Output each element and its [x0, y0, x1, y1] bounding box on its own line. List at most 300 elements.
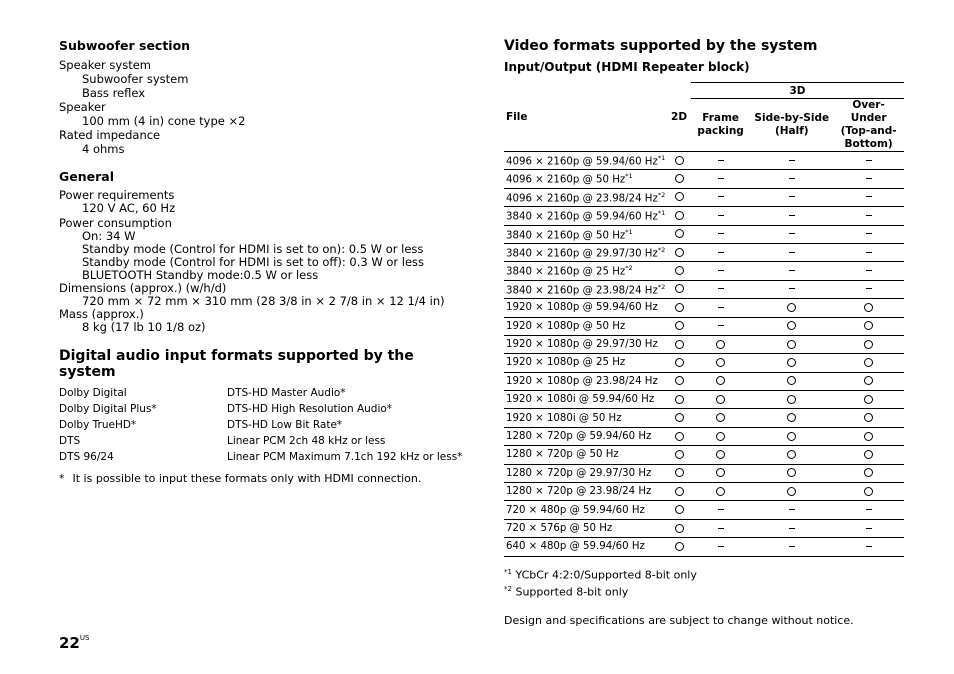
file-text: 1280 × 720p @ 23.98/24 Hz	[506, 486, 652, 498]
supported-circle-icon	[864, 450, 873, 459]
note-mark: *	[59, 472, 65, 485]
file-text: 4096 × 2160p @ 59.94/60 Hz	[506, 156, 658, 168]
note-text: It is possible to input these formats only with HDMI connection.	[72, 472, 422, 485]
support-cell	[750, 152, 833, 170]
power-req-label: Power requirements	[59, 188, 175, 202]
support-cell	[833, 372, 904, 390]
table-row	[504, 446, 904, 464]
video-footnotes	[504, 565, 904, 600]
unsupported-dash-icon	[718, 270, 724, 271]
support-cell	[833, 391, 904, 409]
subwoofer-heading: Subwoofer section	[59, 38, 191, 53]
support-cell	[667, 299, 691, 317]
unsupported-dash-icon	[789, 215, 795, 216]
unsupported-dash-icon	[866, 196, 872, 197]
supported-circle-icon	[675, 303, 684, 312]
support-cell	[833, 280, 904, 298]
right-column	[504, 38, 904, 627]
file-cell	[504, 207, 667, 225]
format-cell: Linear PCM Maximum 7.1ch 192 kHz or less*	[227, 451, 463, 463]
table-row	[504, 207, 904, 225]
support-cell	[833, 427, 904, 445]
support-cell	[833, 299, 904, 317]
supported-circle-icon	[864, 376, 873, 385]
support-cell	[667, 152, 691, 170]
file-cell	[504, 464, 667, 482]
supported-circle-icon	[675, 376, 684, 385]
unsupported-dash-icon	[718, 509, 724, 510]
supported-circle-icon	[864, 395, 873, 404]
support-cell	[833, 409, 904, 427]
support-cell	[833, 207, 904, 225]
impedance-value: 4 ohms	[82, 142, 125, 156]
file-text: 1920 × 1080i @ 50 Hz	[506, 412, 622, 424]
support-cell	[750, 501, 833, 519]
support-cell	[691, 188, 750, 206]
unsupported-dash-icon	[718, 528, 724, 529]
support-cell	[833, 262, 904, 280]
file-text: 4096 × 2160p @ 23.98/24 Hz	[506, 193, 658, 205]
supported-circle-icon	[787, 321, 796, 330]
table-row	[504, 483, 904, 501]
supported-circle-icon	[675, 229, 684, 238]
format-cell: DTS-HD Low Bit Rate*	[227, 419, 343, 431]
file-cell	[504, 262, 667, 280]
footnote-ref: *1	[657, 209, 666, 218]
unsupported-dash-icon	[718, 178, 724, 179]
subwoofer-specs	[59, 58, 469, 156]
table-row	[504, 427, 904, 445]
support-cell	[667, 519, 691, 537]
unsupported-dash-icon	[789, 196, 795, 197]
file-text: 4096 × 2160p @ 50 Hz	[506, 174, 626, 186]
unsupported-dash-icon	[789, 528, 795, 529]
unsupported-dash-icon	[718, 325, 724, 326]
table-row	[504, 243, 904, 261]
support-cell	[750, 207, 833, 225]
file-cell	[504, 483, 667, 501]
unsupported-dash-icon	[789, 288, 795, 289]
table-row	[504, 317, 904, 335]
support-cell	[750, 280, 833, 298]
table-row	[504, 391, 904, 409]
support-cell	[833, 225, 904, 243]
table-row	[504, 280, 904, 298]
table-header-row	[504, 83, 904, 99]
footnote-1	[504, 565, 904, 583]
table-row	[504, 152, 904, 170]
supported-circle-icon	[787, 468, 796, 477]
unsupported-dash-icon	[789, 178, 795, 179]
unsupported-dash-icon	[866, 160, 872, 161]
support-cell	[750, 335, 833, 353]
dimensions-label: Dimensions (approx.) (w/h/d)	[59, 281, 227, 295]
supported-circle-icon	[675, 192, 684, 201]
file-text: 3840 × 2160p @ 29.97/30 Hz	[506, 248, 658, 260]
table-row	[504, 519, 904, 537]
speaker-system-label: Speaker system	[59, 58, 152, 72]
file-cell	[504, 317, 667, 335]
format-cell: Dolby Digital Plus*	[59, 403, 157, 415]
unsupported-dash-icon	[718, 288, 724, 289]
support-cell	[833, 483, 904, 501]
file-cell	[504, 188, 667, 206]
support-cell	[750, 464, 833, 482]
support-cell	[691, 501, 750, 519]
support-cell	[750, 538, 833, 556]
support-cell	[691, 391, 750, 409]
support-cell	[667, 464, 691, 482]
col-over-header: Over-Under (Top-and-Bottom)	[833, 99, 904, 152]
support-cell	[691, 152, 750, 170]
format-cell: DTS	[59, 435, 81, 447]
dimensions-value: 720 mm × 72 mm × 310 mm (28 3/8 in × 2 7/8 in × 12 1/4 in)	[82, 294, 445, 308]
footnote-ref: *1	[625, 172, 633, 181]
page-number-suffix: US	[79, 634, 90, 642]
table-row	[504, 335, 904, 353]
unsupported-dash-icon	[789, 546, 795, 547]
support-cell	[750, 299, 833, 317]
supported-circle-icon	[787, 340, 796, 349]
support-cell	[667, 372, 691, 390]
file-text: 720 × 576p @ 50 Hz	[506, 523, 613, 534]
support-cell	[667, 262, 691, 280]
file-cell	[504, 299, 667, 317]
file-cell	[504, 225, 667, 243]
supported-circle-icon	[864, 487, 873, 496]
unsupported-dash-icon	[866, 270, 872, 271]
design-note: Design and specifications are subject to change without notice.	[504, 613, 854, 627]
video-format-table	[504, 82, 904, 557]
unsupported-dash-icon	[866, 509, 872, 510]
supported-circle-icon	[787, 432, 796, 441]
supported-circle-icon	[675, 395, 684, 404]
supported-circle-icon	[675, 156, 684, 165]
format-cell: DTS 96/24	[59, 451, 114, 463]
unsupported-dash-icon	[718, 233, 724, 234]
support-cell	[833, 188, 904, 206]
support-cell	[691, 446, 750, 464]
supported-circle-icon	[675, 321, 684, 330]
file-cell	[504, 280, 667, 298]
supported-circle-icon	[675, 266, 684, 275]
col-file-header: File	[504, 83, 667, 152]
support-cell	[833, 317, 904, 335]
footnote-ref: *1	[657, 154, 666, 162]
support-cell	[691, 538, 750, 556]
supported-circle-icon	[716, 487, 725, 496]
supported-circle-icon	[716, 395, 725, 404]
support-cell	[691, 299, 750, 317]
unsupported-dash-icon	[789, 160, 795, 161]
supported-circle-icon	[675, 174, 684, 183]
col-2d-header: 2D	[667, 83, 691, 152]
supported-circle-icon	[787, 303, 796, 312]
support-cell	[750, 519, 833, 537]
file-cell	[504, 409, 667, 427]
speaker-system-value-1: Subwoofer system	[82, 72, 189, 86]
table-row	[504, 170, 904, 188]
unsupported-dash-icon	[718, 546, 724, 547]
supported-circle-icon	[675, 413, 684, 422]
supported-circle-icon	[864, 468, 873, 477]
file-cell	[504, 519, 667, 537]
support-cell	[667, 188, 691, 206]
table-row	[504, 409, 904, 427]
footnote-text: YCbCr 4:2:0/Supported 8-bit only	[515, 568, 697, 582]
supported-circle-icon	[675, 211, 684, 220]
supported-circle-icon	[675, 468, 684, 477]
file-cell	[504, 170, 667, 188]
col-side-header: Side-by-Side (Half)	[750, 99, 833, 152]
table-row	[504, 354, 904, 372]
support-cell	[667, 243, 691, 261]
support-cell	[667, 446, 691, 464]
unsupported-dash-icon	[866, 546, 872, 547]
file-text: 3840 × 2160p @ 25 Hz	[506, 266, 626, 278]
supported-circle-icon	[675, 340, 684, 349]
speaker-system-value-2: Bass reflex	[82, 86, 146, 100]
support-cell	[691, 464, 750, 482]
file-text: 1920 × 1080p @ 50 Hz	[506, 320, 626, 332]
support-cell	[691, 354, 750, 372]
support-cell	[667, 427, 691, 445]
footnote-mark: *2	[504, 585, 512, 594]
mass-label: Mass (approx.)	[59, 307, 144, 321]
support-cell	[691, 519, 750, 537]
power-cons-value-3: Standby mode (Control for HDMI is set to off): 0.3 W or less	[82, 255, 425, 269]
supported-circle-icon	[675, 487, 684, 496]
file-text: 3840 × 2160p @ 50 Hz	[506, 229, 626, 241]
supported-circle-icon	[787, 358, 796, 367]
footnote-ref: *2	[657, 190, 666, 199]
file-text: 1280 × 720p @ 59.94/60 Hz	[506, 431, 652, 443]
file-text: 3840 × 2160p @ 59.94/60 Hz	[506, 211, 658, 223]
support-cell	[667, 225, 691, 243]
unsupported-dash-icon	[789, 270, 795, 271]
left-column	[59, 38, 469, 485]
file-cell	[504, 152, 667, 170]
file-cell	[504, 427, 667, 445]
file-text: 1920 × 1080i @ 59.94/60 Hz	[506, 394, 655, 406]
support-cell	[667, 538, 691, 556]
table-row	[504, 225, 904, 243]
file-cell	[504, 446, 667, 464]
power-cons-value-2: Standby mode (Control for HDMI is set to on): 0.5 W or less	[82, 242, 424, 256]
supported-circle-icon	[675, 542, 684, 551]
support-cell	[833, 538, 904, 556]
file-cell	[504, 335, 667, 353]
table-body	[504, 152, 904, 557]
supported-circle-icon	[787, 376, 796, 385]
supported-circle-icon	[716, 450, 725, 459]
speaker-label: Speaker	[59, 100, 106, 114]
supported-circle-icon	[675, 505, 684, 514]
unsupported-dash-icon	[866, 288, 872, 289]
supported-circle-icon	[864, 432, 873, 441]
unsupported-dash-icon	[718, 196, 724, 197]
supported-circle-icon	[864, 340, 873, 349]
file-text: 720 × 480p @ 59.94/60 Hz	[506, 504, 645, 516]
file-text: 1280 × 720p @ 50 Hz	[506, 449, 619, 461]
general-specs	[59, 189, 469, 334]
support-cell	[833, 446, 904, 464]
unsupported-dash-icon	[789, 233, 795, 234]
file-cell	[504, 243, 667, 261]
support-cell	[691, 225, 750, 243]
supported-circle-icon	[675, 284, 684, 293]
page-number	[59, 634, 89, 652]
supported-circle-icon	[787, 450, 796, 459]
unsupported-dash-icon	[718, 252, 724, 253]
support-cell	[750, 317, 833, 335]
speaker-value: 100 mm (4 in) cone type ×2	[82, 114, 246, 128]
supported-circle-icon	[716, 376, 725, 385]
format-cell: Dolby TrueHD*	[59, 419, 137, 431]
file-text: 1920 × 1080p @ 23.98/24 Hz	[506, 375, 658, 387]
supported-circle-icon	[787, 413, 796, 422]
support-cell	[667, 483, 691, 501]
support-cell	[691, 335, 750, 353]
support-cell	[691, 372, 750, 390]
table-row	[504, 299, 904, 317]
support-cell	[833, 243, 904, 261]
video-heading: Video formats supported by the system	[504, 38, 818, 54]
file-text: 3840 × 2160p @ 23.98/24 Hz	[506, 285, 658, 297]
supported-circle-icon	[716, 468, 725, 477]
unsupported-dash-icon	[866, 528, 872, 529]
footnote-ref: *2	[657, 245, 666, 254]
table-row	[504, 262, 904, 280]
format-cell: DTS-HD Master Audio*	[227, 387, 346, 399]
supported-circle-icon	[864, 413, 873, 422]
unsupported-dash-icon	[866, 252, 872, 253]
footnote-ref: *2	[625, 264, 633, 273]
support-cell	[750, 391, 833, 409]
support-cell	[667, 317, 691, 335]
file-cell	[504, 538, 667, 556]
file-cell	[504, 354, 667, 372]
digital-heading: Digital audio input formats supported by the system	[59, 348, 414, 380]
supported-circle-icon	[787, 487, 796, 496]
digital-note	[59, 472, 469, 485]
supported-circle-icon	[716, 432, 725, 441]
support-cell	[750, 170, 833, 188]
video-subheading: Input/Output (HDMI Repeater block)	[504, 60, 750, 74]
support-cell	[750, 446, 833, 464]
support-cell	[833, 152, 904, 170]
file-text: 640 × 480p @ 59.94/60 Hz	[506, 541, 645, 553]
footnote-ref: *2	[657, 282, 666, 291]
support-cell	[750, 188, 833, 206]
supported-circle-icon	[716, 413, 725, 422]
table-row	[504, 501, 904, 519]
support-cell	[750, 427, 833, 445]
supported-circle-icon	[675, 450, 684, 459]
supported-circle-icon	[716, 358, 725, 367]
supported-circle-icon	[716, 340, 725, 349]
footnote-2	[504, 582, 904, 600]
support-cell	[691, 243, 750, 261]
supported-circle-icon	[675, 358, 684, 367]
support-cell	[750, 225, 833, 243]
unsupported-dash-icon	[789, 509, 795, 510]
support-cell	[667, 280, 691, 298]
table-row	[504, 372, 904, 390]
support-cell	[833, 464, 904, 482]
mass-value: 8 kg (17 lb 10 1/8 oz)	[82, 320, 206, 334]
file-cell	[504, 372, 667, 390]
supported-circle-icon	[675, 432, 684, 441]
table-row	[504, 464, 904, 482]
table-row	[504, 188, 904, 206]
support-cell	[667, 170, 691, 188]
col-3d-header: 3D	[691, 83, 904, 99]
file-text: 1920 × 1080p @ 25 Hz	[506, 357, 626, 369]
support-cell	[833, 335, 904, 353]
supported-circle-icon	[787, 395, 796, 404]
support-cell	[750, 243, 833, 261]
col-frame-header: Frame packing	[691, 99, 750, 152]
page-number-value: 22	[59, 634, 80, 652]
file-text: 1920 × 1080p @ 29.97/30 Hz	[506, 339, 658, 351]
format-cell: Linear PCM 2ch 48 kHz or less	[227, 435, 386, 447]
support-cell	[691, 409, 750, 427]
unsupported-dash-icon	[718, 160, 724, 161]
supported-circle-icon	[675, 524, 684, 533]
supported-circle-icon	[864, 358, 873, 367]
format-cell: Dolby Digital	[59, 387, 127, 399]
unsupported-dash-icon	[866, 233, 872, 234]
support-cell	[691, 483, 750, 501]
support-cell	[833, 354, 904, 372]
footnote-ref: *1	[625, 227, 633, 236]
support-cell	[833, 519, 904, 537]
file-cell	[504, 501, 667, 519]
format-cell: DTS-HD High Resolution Audio*	[227, 403, 393, 415]
support-cell	[667, 391, 691, 409]
unsupported-dash-icon	[866, 215, 872, 216]
unsupported-dash-icon	[789, 252, 795, 253]
support-cell	[691, 262, 750, 280]
file-cell	[504, 391, 667, 409]
power-cons-value-4: BLUETOOTH Standby mode:0.5 W or less	[82, 268, 319, 282]
support-cell	[667, 409, 691, 427]
file-text: 1280 × 720p @ 29.97/30 Hz	[506, 467, 652, 479]
support-cell	[667, 354, 691, 372]
support-cell	[750, 409, 833, 427]
support-cell	[691, 170, 750, 188]
support-cell	[750, 354, 833, 372]
support-cell	[691, 207, 750, 225]
support-cell	[691, 280, 750, 298]
power-req-value: 120 V AC, 60 Hz	[82, 201, 176, 215]
support-cell	[750, 262, 833, 280]
table-row	[504, 538, 904, 556]
supported-circle-icon	[675, 248, 684, 257]
support-cell	[750, 372, 833, 390]
power-cons-value-1: On: 34 W	[82, 229, 136, 243]
unsupported-dash-icon	[866, 178, 872, 179]
general-heading: General	[59, 169, 114, 184]
support-cell	[667, 207, 691, 225]
supported-circle-icon	[864, 303, 873, 312]
support-cell	[833, 501, 904, 519]
unsupported-dash-icon	[718, 215, 724, 216]
support-cell	[750, 483, 833, 501]
support-cell	[691, 317, 750, 335]
unsupported-dash-icon	[718, 307, 724, 308]
